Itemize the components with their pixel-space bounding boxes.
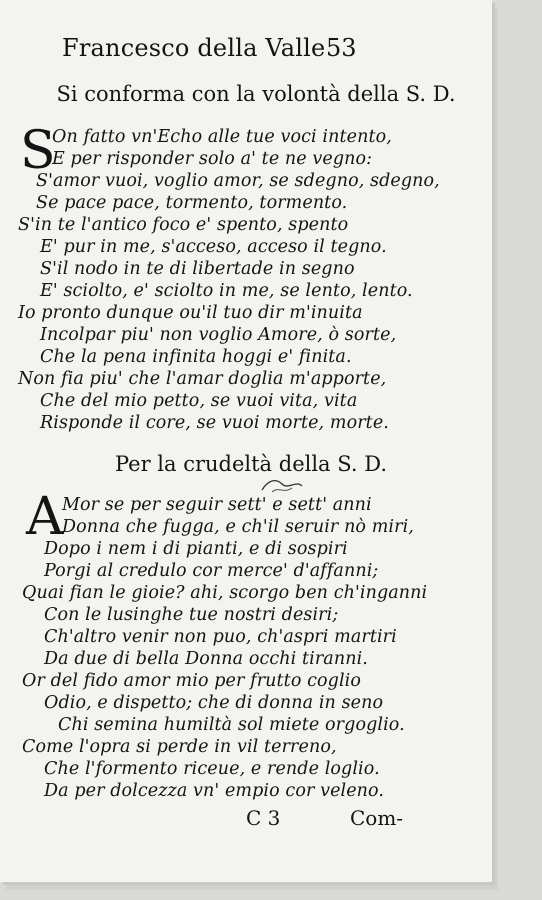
- running-title: Francesco della Valle: [62, 34, 326, 62]
- poem-line: Dopo i nem i di pianti, e di sospiri: [44, 539, 348, 559]
- poem-line: Con le lusinghe tue nostri desiri;: [44, 605, 339, 625]
- dropcap-2: A: [26, 487, 64, 547]
- poem-line: E' sciolto, e' sciolto in me, se lento, lento.: [40, 281, 413, 301]
- dropcap-1: S: [20, 121, 56, 181]
- catchword: Com-: [350, 806, 404, 830]
- poem-line: Da per dolcezza vn' empio cor veleno.: [44, 781, 385, 801]
- ink-blot: [258, 476, 306, 496]
- poem-line: E' pur in me, s'acceso, acceso il tegno.: [40, 237, 387, 257]
- poem-title-2: Per la crudeltà della S. D.: [114, 452, 388, 476]
- poem-line: Io pronto dunque ou'il tuo dir m'inuita: [18, 303, 363, 323]
- page-number: 53: [326, 34, 357, 62]
- poem-line: Quai fian le gioie? ahi, scorgo ben ch'inganni: [22, 583, 428, 603]
- poem-line: Ch'altro venir non puo, ch'aspri martiri: [44, 627, 397, 647]
- poem-line: Or del fido amor mio per frutto coglio: [22, 671, 361, 691]
- poem-line: Porgi al credulo cor merce' d'affanni;: [44, 561, 379, 581]
- poem-title-1: Si conforma con la volontà della S. D.: [56, 82, 456, 106]
- poem-line: Incolpar piu' non voglio Amore, ò sorte,: [40, 325, 397, 345]
- page-header: [62, 34, 472, 66]
- poem-line: S'amor vuoi, voglio amor, se sdegno, sdegno,: [36, 171, 440, 191]
- poem-line: Donna che fugga, e ch'il seruir nò miri,: [62, 517, 414, 537]
- poem-line: S'il nodo in te di libertade in segno: [40, 259, 355, 279]
- poem-line: Da due di bella Donna occhi tiranni.: [44, 649, 368, 669]
- poem-line: Che l'formento riceue, e rende loglio.: [44, 759, 380, 779]
- poem-line: Risponde il core, se vuoi morte, morte.: [40, 413, 389, 433]
- poem-line: Non fia piu' che l'amar doglia m'apporte,: [18, 369, 387, 389]
- poem-line: Che la pena infinita hoggi e' finita.: [40, 347, 352, 367]
- poem-line: Mor se per seguir sett' e sett' anni: [62, 495, 372, 515]
- poem-line: Odio, e dispetto; che di donna in seno: [44, 693, 384, 713]
- poem-line: E per risponder solo a' te ne vegno:: [52, 149, 373, 169]
- poem-line: Chi semina humiltà sol miete orgoglio.: [58, 715, 405, 735]
- poem-line: S'in te l'antico foco e' spento, spento: [18, 215, 349, 235]
- poem-line: Se pace pace, tormento, tormento.: [36, 193, 348, 213]
- signature-mark: C 3: [246, 806, 281, 830]
- page-footer: [0, 806, 492, 836]
- poem-line: Come l'opra si perde in vil terreno,: [22, 737, 337, 757]
- poem-line: On fatto vn'Echo alle tue voci intento,: [52, 127, 392, 147]
- poem-line: Che del mio petto, se vuoi vita, vita: [40, 391, 358, 411]
